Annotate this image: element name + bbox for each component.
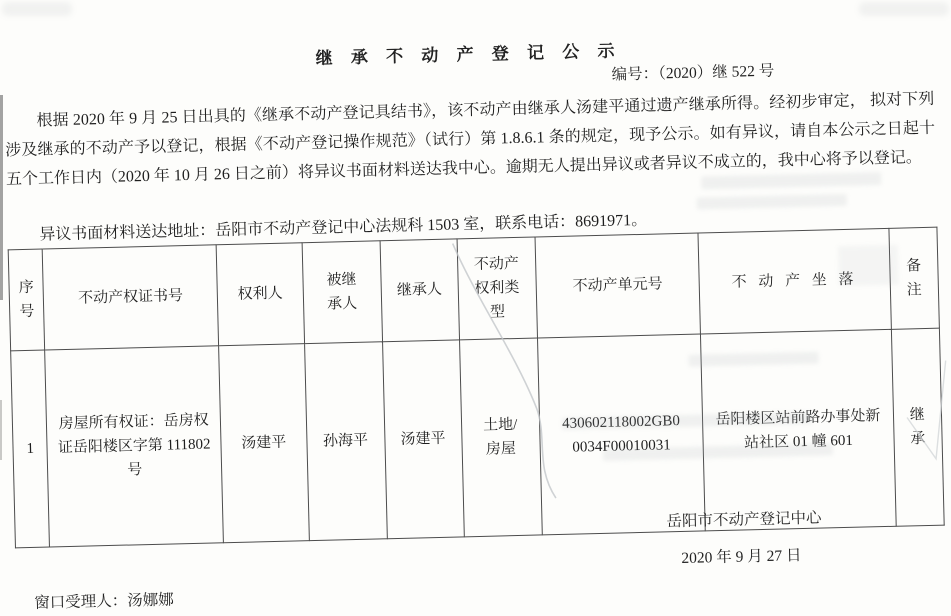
registration-table — [8, 227, 945, 549]
header-cell-decedent: 被继 承人 — [302, 241, 382, 344]
announcement-paragraph: 根据 2020 年 9 月 25 日出具的《继承不动产登记具结书》，该不动产由继承人汤建平通过遗产继承所得。经初步审定， 拟对下列涉及继承的不动产予以登记，根据《不动产登记操作规范》（试行）第 1.8.6.1 条的规定，现予公示。如有异议，请自本公示之日起十五个工作日内（2020 年 10 月 26 日之前）将异议书面材料送达我中心。逾期无人提出异议或者异议不成立的，我中心将予以登记。 — [5, 90, 936, 189]
header-cell-cert-no: 不动产权证书号 — [43, 245, 219, 350]
scan-edge-artifact — [0, 95, 3, 300]
cell-unit-no: 430602118002GB0 0034F00010031 — [537, 334, 705, 535]
cell-heir: 汤建平 — [382, 340, 464, 539]
header-cell-heir: 继承人 — [380, 239, 460, 342]
page-title: 继 承 不 动 产 登 记 公 示 — [315, 41, 622, 68]
cell-right-holder: 汤建平 — [219, 344, 309, 543]
header-cell-right-type: 不动产 权利类 型 — [457, 237, 537, 340]
bleedthrough-smudge — [838, 245, 899, 286]
header-cell-serial: 序 号 — [8, 249, 45, 351]
objection-address-line: 异议书面材料送达地址：岳阳市不动产登记中心法规科 1503 室，联系电话：8691971。 — [39, 211, 648, 244]
cell-serial: 1 — [11, 350, 50, 548]
cell-decedent: 孙海平 — [304, 342, 387, 541]
footer-window-receiver: 窗口受理人：汤娜娜 — [34, 591, 175, 612]
document-number: 编号：（2020）继 522 号 — [611, 62, 775, 84]
cell-location: 岳阳楼区站前路办事处新站社区 01 幢 601 — [701, 329, 896, 531]
header-cell-right-holder: 权利人 — [216, 243, 304, 346]
footer-date: 2020 年 9 月 27 日 — [681, 547, 802, 568]
scan-edge-artifact — [0, 400, 2, 460]
header-cell-remark: 备 注 — [889, 227, 940, 329]
header-cell-unit-no: 不动产单元号 — [535, 233, 701, 338]
scan-corner-smudge — [859, 2, 949, 16]
cell-remark: 继 承 — [891, 328, 944, 526]
scan-corner-smudge — [2, 2, 72, 16]
cell-right-type: 土地/ 房屋 — [459, 338, 542, 537]
footer-issuing-authority: 岳阳市不动产登记中心 — [666, 509, 822, 531]
cell-cert-no: 房屋所有权证：岳房权证岳阳楼区字第 111802 号 — [45, 346, 223, 547]
header-cell-location: 不 动 产 坐 落 — [698, 228, 891, 334]
